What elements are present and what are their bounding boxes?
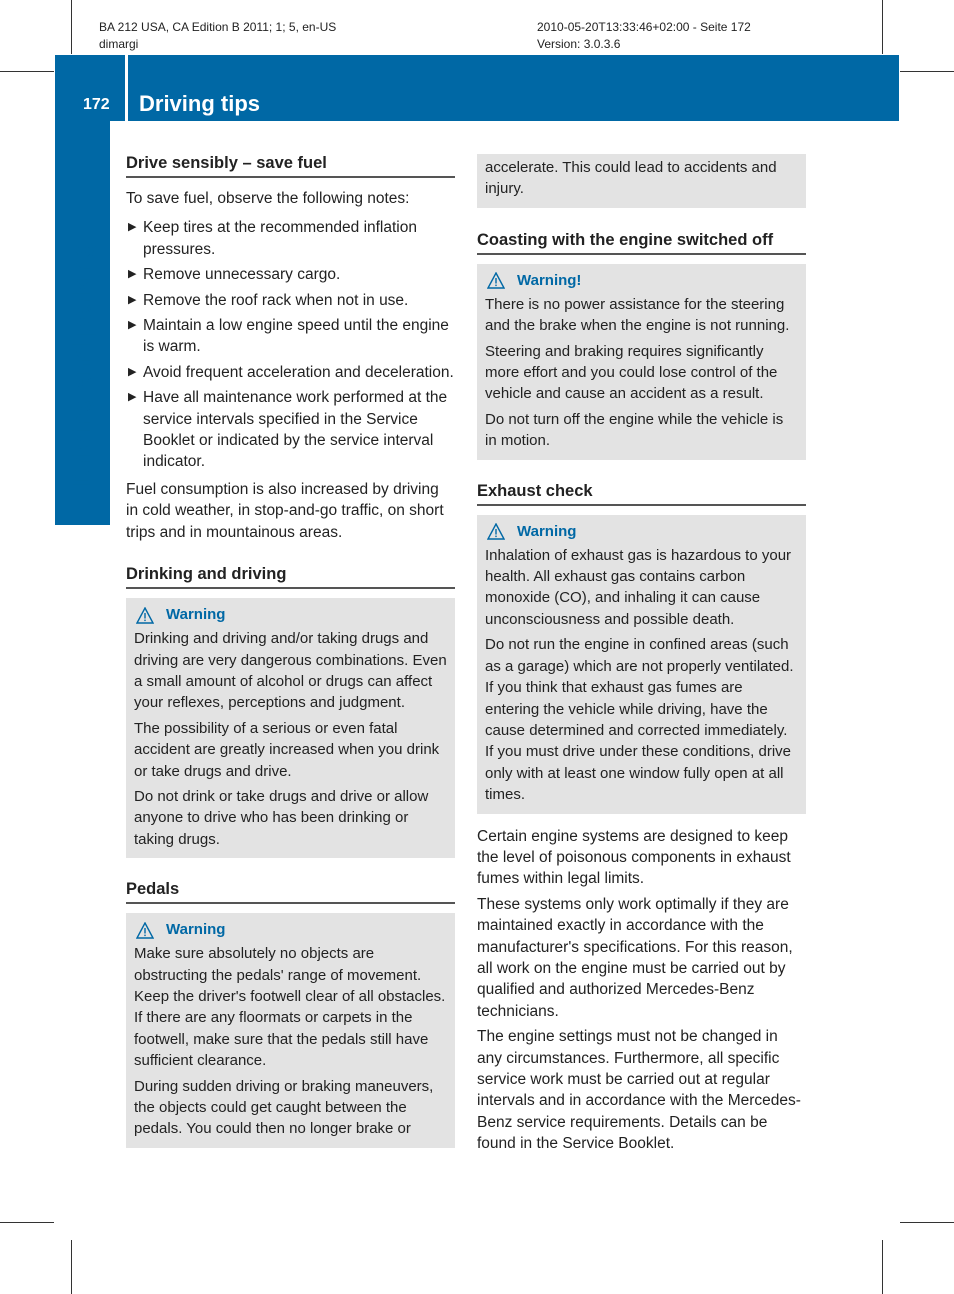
- fuel-tips-list: [126, 217, 455, 472]
- arrow-icon: ▶: [128, 365, 137, 378]
- warning-text: Make sure absolutely no objects are obstructing the pedals' range of movement. Keep the driver's footwell clear of all obstacles. If there are any floormats or carpets in the footwell, make sure that the pedals still have sufficient clearance.: [134, 945, 446, 1070]
- fuel-consumption-note: Fuel consumption is also increased by driving in cold weather, in stop-and-go traffic, on short trips and in mountainous areas.: [126, 480, 444, 541]
- section-heading-coasting: Coasting with the engine switched off: [477, 229, 806, 255]
- warning-title: Warning: [166, 921, 226, 939]
- warning-title: Warning!: [517, 272, 582, 290]
- arrow-icon: ▶: [128, 268, 137, 281]
- body-paragraph: These systems only work optimally if they are maintained exactly in accordance with the manufacturer's specifications. For this reason, all work on the engine must be carried out by qualified and authorized Mercedes-Benz technicians.: [477, 895, 793, 1020]
- crop-mark: [71, 1240, 72, 1294]
- crop-mark: [900, 71, 954, 72]
- intro-text: To save fuel, observe the following notes:: [126, 190, 410, 207]
- chapter-tab-label: Driving and parking: [66, 241, 97, 487]
- list-item: ▶ Keep tires at the recommended inflation pressures.: [128, 219, 417, 258]
- list-item: ▶ Avoid frequent acceleration and deceleration.: [126, 362, 455, 383]
- warning-text: Inhalation of exhaust gas is hazardous to your health. All exhaust gas contains carbon monoxide (CO), and inhaling it can cause unconsciousness and possible death.: [485, 546, 792, 628]
- warning-text: The possibility of a serious or even fatal accident are greatly increased when you drink or take drugs and drive.: [134, 719, 440, 780]
- crop-mark: [0, 1222, 54, 1223]
- page-number: 172: [83, 96, 110, 113]
- meta-author: dimargi: [99, 37, 139, 51]
- section-heading-drinking: Drinking and driving: [126, 563, 455, 589]
- print-meta-left: [99, 19, 336, 53]
- warning-box-coasting: [477, 264, 806, 460]
- section-heading-pedals: Pedals: [126, 878, 455, 904]
- arrow-icon: ▶: [128, 319, 137, 332]
- section-heading-exhaust: Exhaust check: [477, 480, 806, 506]
- warning-triangle-icon: [487, 272, 505, 289]
- warning-title: Warning: [166, 606, 226, 624]
- warning-text: Do not drink or take drugs and drive or allow anyone to drive who has been drinking or taking drugs.: [134, 787, 429, 848]
- warning-text: There is no power assistance for the steering and the brake when the engine is not running.: [485, 295, 790, 335]
- warning-title: Warning: [517, 522, 577, 540]
- crop-mark: [882, 1240, 883, 1294]
- header-divider: [125, 55, 128, 121]
- list-item: ▶ Remove unnecessary cargo.: [126, 264, 455, 285]
- meta-doc-id: BA 212 USA, CA Edition B 2011; 1; 5, en-US: [99, 20, 337, 34]
- warning-header: [485, 270, 798, 292]
- left-column: [126, 152, 455, 1148]
- meta-version: Version: 3.0.3.6: [537, 37, 621, 51]
- warning-text: Steering and braking requires significantly more effort and you could lose control of the vehicle and cause an accident as a result.: [485, 342, 778, 403]
- warning-box-pedals: [126, 913, 455, 1148]
- page-title: Driving tips: [139, 91, 261, 116]
- warning-triangle-icon: [136, 922, 154, 939]
- list-item: ▶ Remove the roof rack when not in use.: [126, 290, 455, 311]
- right-column: [477, 154, 806, 1159]
- page-header: [55, 55, 899, 121]
- crop-mark: [882, 0, 883, 54]
- warning-triangle-icon: [136, 607, 154, 624]
- warning-triangle-icon: [487, 523, 505, 540]
- list-item: ▶ Maintain a low engine speed until the engine is warm.: [128, 317, 449, 356]
- warning-text: accelerate. This could lead to accidents and injury.: [485, 159, 777, 198]
- warning-header: [134, 919, 447, 941]
- list-item: ▶ Have all maintenance work performed at the service intervals specified in the Service Booklet or indicated by the service interval indicator.: [128, 389, 448, 471]
- warning-header: [134, 604, 447, 626]
- crop-mark: [0, 71, 54, 72]
- warning-header: [485, 521, 798, 543]
- warning-box-drinking: [126, 598, 455, 858]
- arrow-icon: ▶: [128, 391, 137, 404]
- warning-box-exhaust: [477, 515, 806, 814]
- print-meta-right: [537, 19, 751, 53]
- meta-timestamp: 2010-05-20T13:33:46+02:00 - Seite 172: [537, 20, 751, 34]
- body-paragraph: The engine settings must not be changed in any circumstances. Furthermore, all specific service work must be carried out at regular intervals and in accordance with the Mercedes-Benz service requirements. Details can be found in the Service Booklet.: [477, 1028, 801, 1153]
- arrow-icon: ▶: [128, 221, 137, 234]
- warning-text: During sudden driving or braking maneuvers, the objects could get caught between the pedals. You could then no longer brake or: [134, 1077, 434, 1138]
- crop-mark: [71, 0, 72, 54]
- warning-text: Do not run the engine in confined areas (such as a garage) which are not properly ventilated. If you think that exhaust gas fumes are entering the vehicle while driving, have the cause determined and corrected immediately. If you must drive under these conditions, drive only with at least one window fully open at all times.: [485, 636, 794, 804]
- warning-text: Do not turn off the engine while the vehicle is in motion.: [485, 410, 784, 450]
- section-heading-save-fuel: Drive sensibly – save fuel: [126, 152, 455, 178]
- body-paragraph: Certain engine systems are designed to keep the level of poisonous components in exhaust fumes within legal limits.: [477, 827, 791, 888]
- arrow-icon: ▶: [128, 293, 137, 306]
- warning-text: Drinking and driving and/or taking drugs and driving are very dangerous combinations. Even a small amount of alcohol or drugs can affect your reflexes, perceptions and judgment.: [134, 630, 447, 712]
- crop-mark: [900, 1222, 954, 1223]
- warning-box-continued: [477, 154, 806, 208]
